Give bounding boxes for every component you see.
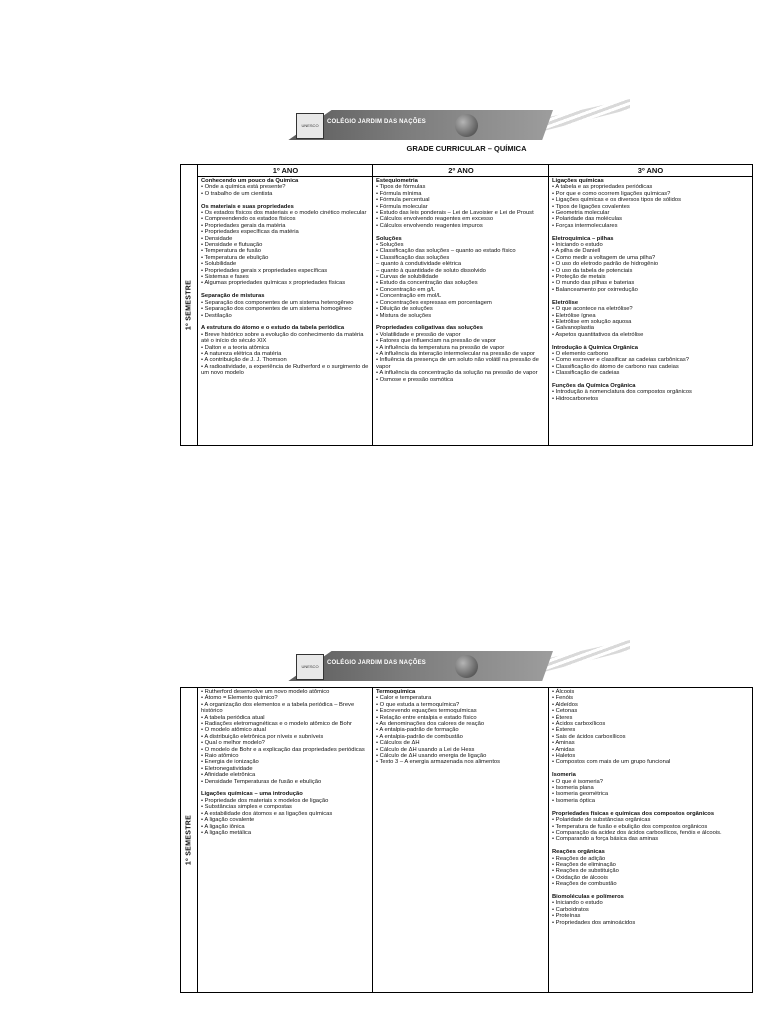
topic-item: • A distribuição eletrônica por níveis e subníveis: [201, 733, 324, 740]
topic-item: • Separação dos componentes de um sistema homogêneo: [201, 306, 352, 313]
topic-item: • Compostos com mais de um grupo funcional: [552, 759, 671, 766]
unesco-logo: UNESCO: [296, 654, 324, 680]
topic-item: • Temperatura de fusão: [201, 248, 261, 255]
topic-title: Eletrólise: [552, 299, 579, 306]
topic-section: [552, 772, 749, 804]
semester-cell: [181, 165, 198, 445]
topic-item: • Fórmula mínima: [376, 190, 422, 197]
topic-title: Funções da Química Orgânica: [552, 382, 636, 389]
topic-item: • Fórmula molecular: [376, 203, 428, 210]
topic-item: • Eletrólise ígnea: [552, 312, 596, 319]
topic-item: • O trabalho de um cientista: [201, 190, 273, 197]
topic-item: • Tipos de ligações covalentes: [552, 203, 630, 210]
topic-title: Reações orgânicas: [552, 849, 605, 856]
topic-section: [201, 791, 369, 836]
semester-label: 1º SEMESTRE: [185, 279, 193, 331]
topic-item: • A entalpia-padrão de combustão: [376, 733, 463, 740]
topic-item: • Compreendendo os estados físicos: [201, 216, 296, 223]
topic-item: • Tipos de fórmulas: [376, 184, 426, 191]
topic-item: • Álcoois: [552, 689, 575, 695]
topic-item: • Energia de ionização: [201, 759, 259, 766]
topic-item: • Cálculos envolvendo reagentes impuros: [376, 222, 483, 229]
topic-section: [552, 178, 749, 229]
topic-title: Ligações químicas: [552, 178, 604, 184]
topic-item: • Amidas: [552, 746, 575, 753]
topic-item: • Densidade e flutuação: [201, 242, 263, 249]
topic-item: • Como escrever e classificar as cadeias carbônicas?: [552, 357, 690, 364]
year-1-column: [198, 165, 373, 445]
topic-item: • Hidrocarbonetos: [552, 395, 599, 402]
topic-section: [376, 178, 545, 229]
topic-section: [552, 894, 749, 926]
topic-item: • As denominações dos calores de reação: [376, 721, 485, 728]
topic-item: • Haletos: [552, 753, 576, 760]
topic-section: [201, 178, 369, 197]
topic-item: • Fenóis: [552, 695, 574, 702]
topic-item: • Fórmula percentual: [376, 197, 430, 204]
topic-item: • A tabela periódica atual: [201, 714, 265, 721]
year-1-column-cont: [198, 688, 373, 992]
topic-item: • Iniciando o estudo: [552, 900, 603, 907]
topic-title: Conhecendo um pouco da Química: [201, 178, 299, 184]
topic-item: • Estudo da concentração das soluções: [376, 280, 478, 287]
topic-item: • O que acontece na eletrólise?: [552, 306, 633, 313]
topic-section: [552, 383, 749, 402]
topic-item: • Reações de adição: [552, 855, 606, 862]
semester-cell: [181, 688, 198, 992]
topic-title: Biomoléculas e polímeros: [552, 893, 624, 900]
topic-item: • Carboidratos: [552, 906, 589, 913]
topic-item: • Éteres: [552, 714, 573, 721]
topic-section: [376, 689, 545, 766]
topic-item: • A estabilidade dos átomos e as ligações químicas: [201, 810, 333, 817]
topic-item: • Classificação das soluções: [376, 254, 450, 261]
topic-item: • Separação dos componentes de um sistema heterogêneo: [201, 299, 354, 306]
topic-item: • O mundo das pilhas e baterias: [552, 280, 635, 287]
topic-item: • Geometria molecular: [552, 210, 610, 217]
topic-section: [201, 325, 369, 376]
year-header-1: 1º ANO: [272, 166, 299, 175]
topic-item: • Algumas propriedades químicas x propriedades físicas: [201, 280, 346, 287]
topic-title: Estequiometria: [376, 178, 418, 184]
topic-item: • Introdução à nomenclatura dos compostos orgânicos: [552, 389, 692, 396]
topic-item: • A influência da concentração da solução na pressão de vapor: [376, 370, 538, 377]
topic-item: • A contribuição de J. J. Thomson: [201, 357, 287, 364]
globe-icon: [455, 114, 478, 137]
topic-item: • Concentrações expressas em porcentagem: [376, 299, 492, 306]
topic-item: • O elemento carbono: [552, 350, 609, 357]
topic-item: • Raio atômico: [201, 753, 239, 760]
topic-item: • Fatores que influenciam na pressão de vapor: [376, 338, 496, 345]
topic-item: • A influência da temperatura na pressão de vapor: [376, 344, 505, 351]
year-2-column: [373, 165, 549, 445]
topic-section: [201, 204, 369, 287]
topic-item: • Mistura de soluções: [376, 312, 432, 319]
topic-title: Ligações químicas – uma introdução: [201, 791, 303, 798]
topic-item: • Dalton e a teoria atômica: [201, 344, 270, 351]
topic-item: • Escrevendo equações termoquímicas: [376, 708, 477, 715]
topic-item: • Oxidação de álcoois: [552, 874, 608, 881]
topic-item: • Texto 3 – A energia armazenada nos alimentos: [376, 759, 501, 766]
topic-item: • O que estuda a termoquímica?: [376, 701, 460, 708]
topic-item: • Galvanoplastia: [552, 325, 594, 332]
topic-section: [552, 811, 749, 843]
topic-title: Separação de misturas: [201, 293, 265, 300]
topic-item: • Eletronegatividade: [201, 765, 253, 772]
topic-item: • Diluição de soluções: [376, 306, 433, 313]
topic-item: • Soluções: [376, 242, 404, 249]
topic-item: • A radioatividade, a experiência de Rutherford e o surgimento de um novo modelo: [201, 363, 369, 377]
topic-item: • Reações de combustão: [552, 881, 617, 888]
topic-item: • Propriedades gerais da matéria: [201, 222, 286, 229]
topic-item: • Propriedades dos aminoácidos: [552, 919, 636, 926]
topic-item: • Comparação da acidez dos ácidos carboxílicos, fenóis e álcoois.: [552, 829, 722, 836]
globe-icon: [455, 655, 478, 678]
topic-section: [552, 689, 749, 766]
topic-item: • A influência da interação intermolecular na pressão de vapor: [376, 350, 535, 357]
topic-item: • Densidade: [201, 235, 233, 242]
topic-section: [552, 300, 749, 338]
topic-item: • Aldeídos: [552, 701, 578, 708]
year-3-column-cont: [549, 688, 752, 992]
topic-item: • Proteínas: [552, 913, 581, 920]
topic-item: • O modelo de Bohr e a explicação das propriedades periódicas: [201, 746, 365, 753]
topic-item: • A ligação iônica: [201, 823, 245, 830]
topic-item: • Classificação de cadeias: [552, 370, 620, 377]
topic-item: • Propriedades gerais x propriedades específicas: [201, 267, 328, 274]
topic-item: • Qual o melhor modelo?: [201, 740, 265, 747]
topic-item: • Substâncias simples e compostas: [201, 804, 292, 811]
topic-item: • Relação entre entalpia e estado físico: [376, 714, 477, 721]
topic-item: • Forças intermoleculares: [552, 222, 618, 229]
topic-item: • Cálculo de ΔH usando energia de ligação: [376, 753, 487, 760]
topic-item: • Isomeria geométrica: [552, 791, 609, 798]
topic-item: • Cetonas: [552, 708, 578, 715]
topic-item: • Estudo das leis ponderais – Lei de Lavoisier e Lei de Proust: [376, 210, 534, 217]
curriculum-table-page2: [180, 687, 753, 993]
school-banner: [283, 97, 630, 140]
topic-item: • Iniciando o estudo: [552, 242, 603, 249]
school-name: COLÉGIO JARDIM DAS NAÇÕES: [327, 660, 427, 666]
topic-item: • O uso do eletrodo padrão de hidrogênio: [552, 261, 659, 268]
topic-item: • Sais de ácidos carboxílicos: [552, 733, 626, 740]
topic-item: • A pilha de Daniell: [552, 248, 601, 255]
topic-item: • A entalpia-padrão de formação: [376, 727, 459, 734]
topic-item: • Comparando a força básica das aminas: [552, 836, 659, 843]
topic-item: • Classificação do átomo de carbono nas cadeias: [552, 363, 679, 370]
topic-item: • A ligação covalente: [201, 817, 255, 824]
year-3-column: [549, 165, 752, 445]
topic-title: Termoquímica: [376, 689, 416, 695]
topic-section: [201, 689, 369, 785]
school-banner-2: [283, 638, 630, 681]
topic-section: [552, 849, 749, 887]
topic-section: [376, 325, 545, 383]
topic-item: • Onde a química está presente?: [201, 184, 286, 191]
topic-section: [552, 236, 749, 294]
topic-title: Soluções: [376, 235, 402, 242]
curriculum-table-page1: [180, 164, 753, 446]
unesco-logo: UNESCO: [296, 113, 324, 139]
topic-section: [201, 293, 369, 319]
topic-item: • Densidade Temperaturas de fusão e ebulição: [201, 778, 322, 785]
topic-item: • Rutherford desenvolve um novo modelo atômico: [201, 689, 330, 695]
topic-item: • Como medir a voltagem de uma pilha?: [552, 254, 656, 261]
topic-item: • Classificação das soluções – quanto ao estado físico: [376, 248, 516, 255]
topic-item: • Reações de eliminação: [552, 861, 616, 868]
topic-item: • Ésteres: [552, 727, 576, 734]
topic-title: A estrutura do átomo e o estudo da tabela periódica: [201, 325, 345, 332]
topic-item: • Cálculos envolvendo reagentes em excesso: [376, 216, 494, 223]
topic-item: • O modelo atômico atual: [201, 727, 266, 734]
topic-section: [552, 345, 749, 377]
topic-item: • Temperatura de ebulição: [201, 254, 269, 261]
topic-item: • Breve histórico sobre a evolução do conhecimento da matéria até o início do século XIX: [201, 331, 364, 345]
topic-title: Introdução à Química Orgânica: [552, 344, 639, 351]
topic-item: • Ácidos carboxílicos: [552, 721, 606, 728]
topic-item: • Afinidade eletrônica: [201, 772, 256, 779]
topic-item: • Átomo = Elemento químico?: [201, 695, 278, 702]
topic-item: • Influência da presença de um soluto não volátil na pressão de vapor: [376, 357, 539, 370]
topic-item: – quanto à condutividade elétrica: [376, 261, 462, 268]
topic-item: • Concentração em mol/L: [376, 293, 442, 300]
topic-item: • Propriedades específicas da matéria: [201, 229, 299, 236]
topic-item: • Sistemas e fases: [201, 274, 249, 281]
topic-item: • Calor e temperatura: [376, 695, 432, 702]
topic-item: • Cálculos de ΔH: [376, 740, 420, 747]
topic-item: • Temperatura de fusão e ebulição dos compostos orgânicos: [552, 823, 708, 830]
topic-item: • Reações de substituição: [552, 868, 619, 875]
topic-item: • Curvas de solubilidade: [376, 274, 439, 281]
topic-item: • Por que e como ocorrem ligações químicas?: [552, 190, 671, 197]
topic-item: • Polaridade das moléculas: [552, 216, 623, 223]
school-name: COLÉGIO JARDIM DAS NAÇÕES: [327, 119, 427, 125]
topic-item: • Aminas: [552, 740, 575, 747]
topic-item: – quanto à quantidade de soluto dissolvido: [376, 267, 486, 274]
topic-item: • Proteção de metais: [552, 274, 606, 281]
year-header-2: 2º ANO: [448, 166, 474, 175]
topic-item: • O que é isomeria?: [552, 778, 604, 785]
topic-title: Os materiais e suas propriedades: [201, 203, 294, 210]
topic-item: • Propriedade dos materiais x modelos de ligação: [201, 797, 329, 804]
topic-item: • A tabela e as propriedades periódicas: [552, 184, 653, 191]
topic-item: • A organização dos elementos e a tabela periódica – Breve histórico: [201, 701, 355, 715]
year-header-3: 3º ANO: [637, 166, 664, 175]
topic-item: • A ligação metálica: [201, 829, 252, 836]
topic-title: Propriedades coligativas das soluções: [376, 325, 483, 332]
topic-item: • O uso da tabela de potenciais: [552, 267, 633, 274]
topic-title: Eletroquímica – pilhas: [552, 235, 614, 242]
topic-item: • Polaridade de substâncias orgânicas: [552, 817, 651, 824]
topic-item: • Concentração em g/L: [376, 286, 436, 293]
topic-item: • Ligações químicas e os diversos tipos de sólidos: [552, 197, 681, 204]
topic-section: [376, 236, 545, 319]
topic-item: • Aspetos quantitativos da eletrólise: [552, 331, 644, 338]
topic-item: • Radiações eletromagnéticas e o modelo atômico de Bohr: [201, 721, 352, 728]
topic-item: • Solubilidade: [201, 261, 237, 268]
topic-item: • Destilação: [201, 312, 232, 319]
topic-item: • Eletrólise em solução aquosa: [552, 318, 632, 325]
topic-item: • Osmose e pressão osmótica: [376, 376, 454, 383]
topic-title: Propriedades físicas e químicas dos compostos orgânicos: [552, 810, 715, 817]
topic-item: • Cálculo de ΔH usando a Lei de Hess: [376, 746, 475, 753]
topic-item: • A natureza elétrica da matéria: [201, 350, 282, 357]
topic-item: • Volatilidade e pressão de vapor: [376, 331, 461, 338]
topic-item: • Isomeria óptica: [552, 797, 595, 804]
topic-title: Isomeria: [552, 772, 576, 779]
document-title: GRADE CURRICULAR – QUÍMICA: [406, 144, 527, 153]
semester-label: 1º SEMESTRE: [185, 814, 193, 866]
year-2-column-cont: [373, 688, 549, 992]
topic-item: • Os estados físicos dos materiais e o modelo cinético molecular: [201, 210, 367, 217]
topic-item: • Isomeria plana: [552, 785, 594, 792]
topic-item: • Balanceamento por oxirredução: [552, 286, 638, 293]
